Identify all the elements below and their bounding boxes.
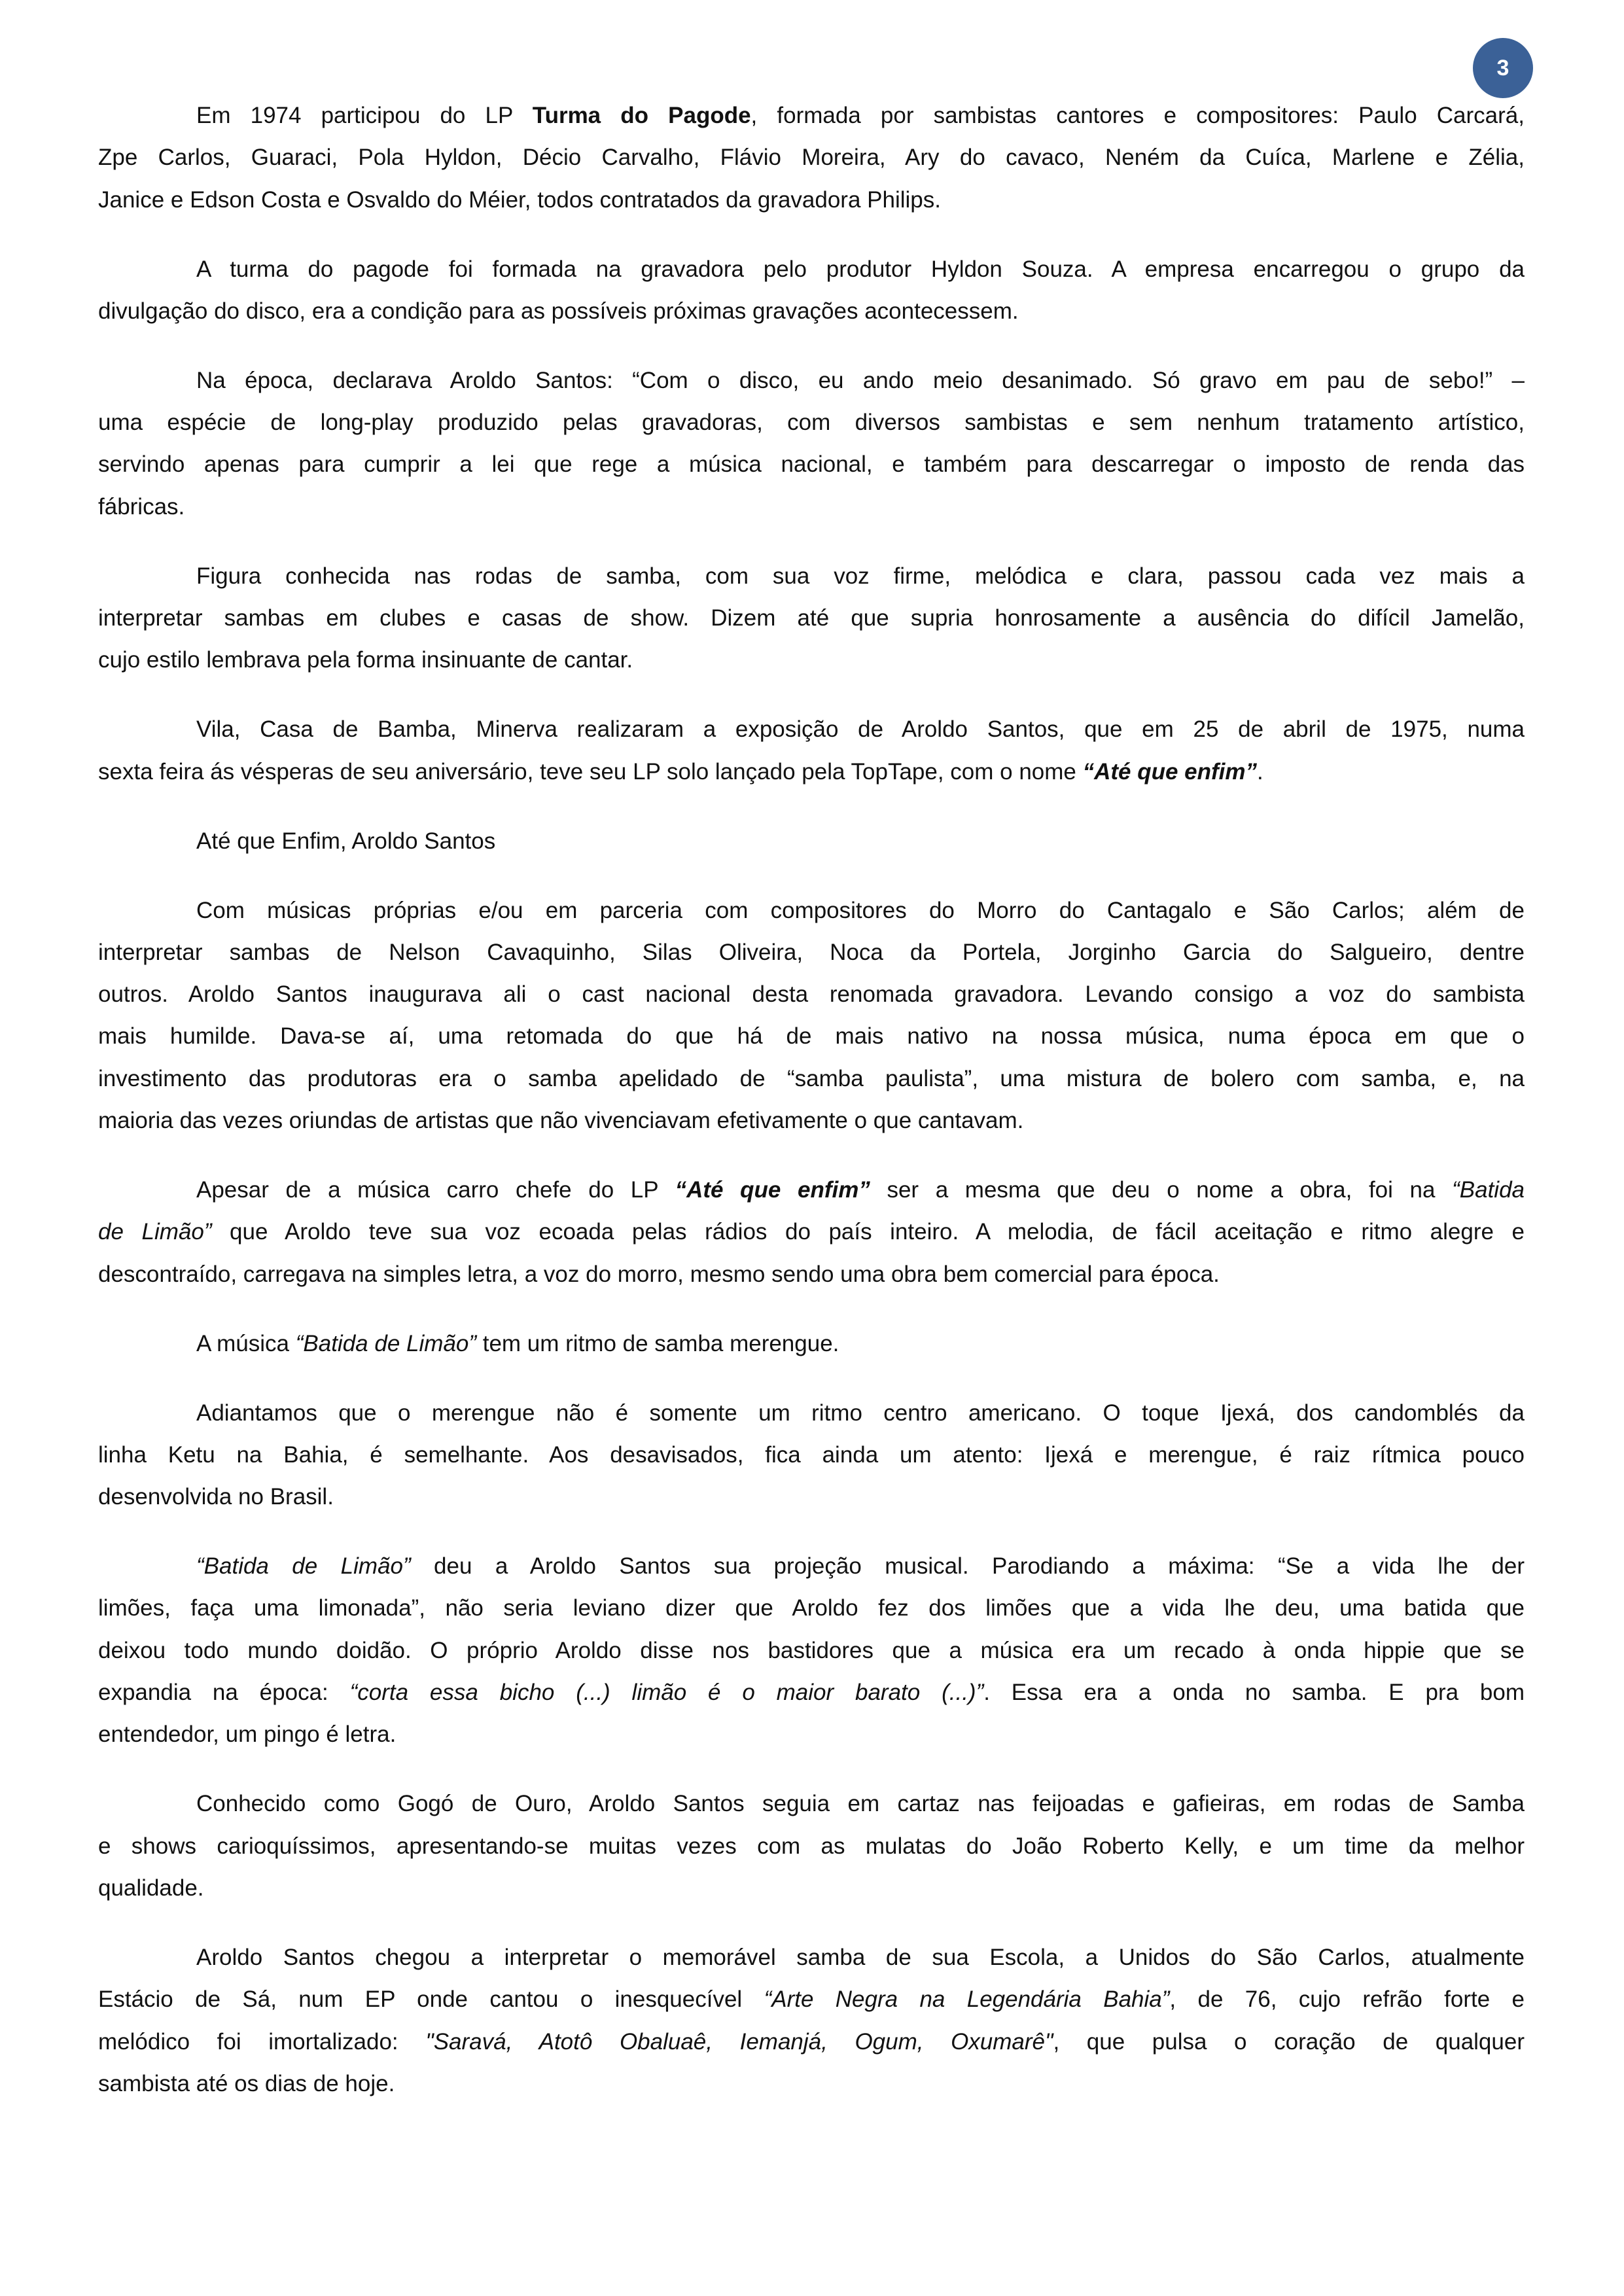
text-line	[98, 444, 1525, 486]
paragraph	[98, 1169, 1525, 1296]
text-segment: sambista até os dias de hoje.	[98, 2070, 395, 2096]
text-line	[98, 1211, 1525, 1253]
text-line	[98, 1100, 1525, 1142]
text-segment: A música	[196, 1330, 296, 1356]
italic-text: “corta essa bicho (...) limão é o maior barato (...)”	[349, 1680, 984, 1706]
italic-text: “Batida de Limão”	[295, 1330, 476, 1356]
text-line	[98, 890, 1525, 932]
text-line	[98, 932, 1525, 974]
text-segment: Apesar de a música carro chefe do LP	[196, 1177, 675, 1203]
text-line	[98, 1714, 1525, 1756]
text-segment: Vila, Casa de Bamba, Minerva realizaram a exposição de Aroldo Santos, que em 25 de abril de 1975, numa	[196, 716, 1525, 743]
text-line	[98, 1867, 1525, 1909]
text-segment: ser a mesma que deu o nome a obra, foi na	[870, 1177, 1453, 1203]
paragraph	[98, 1392, 1525, 1519]
text-segment: Aroldo Santos chegou a interpretar o memorável samba de sua Escola, a Unidos do São Carlos, atualmente	[196, 1944, 1525, 1970]
text-line	[98, 402, 1525, 444]
text-line	[98, 1826, 1525, 1867]
italic-text: "Saravá, Atotô Obaluaê, Iemanjá, Ogum, Oxumarê"	[425, 2028, 1053, 2055]
italic-text: “Arte Negra na Legendária Bahia”	[764, 1987, 1170, 2013]
text-segment: Conhecido como Gogó de Ouro, Aroldo Santos seguia em cartaz nas feijoadas e gafieiras, em rodas de Samba	[196, 1791, 1525, 1817]
text-segment: interpretar sambas de Nelson Cavaquinho, Silas Oliveira, Noca da Portela, Jorginho Garcia do Salgueiro, dentre	[98, 939, 1525, 965]
text-segment: mais humilde. Dava-se aí, uma retomada do que há de mais nativo na nossa música, numa época em que o	[98, 1023, 1525, 1050]
paragraph	[98, 1323, 1525, 1365]
text-line	[98, 95, 1525, 137]
text-segment: melódico foi imortalizado:	[98, 2028, 426, 2055]
text-segment: Em 1974 participou do LP	[196, 103, 533, 128]
text-segment: sexta feira ás vésperas de seu aniversário, teve seu LP solo lançado pela TopTape, com o nome	[98, 758, 1083, 785]
paragraph	[98, 821, 1525, 862]
paragraph	[98, 709, 1525, 793]
text-line	[98, 291, 1525, 332]
text-line	[98, 1434, 1525, 1476]
text-line	[98, 2063, 1525, 2105]
text-line	[98, 179, 1525, 221]
paragraph	[98, 249, 1525, 333]
text-segment: A turma do pagode foi formada na gravadora pelo produtor Hyldon Souza. A empresa encarregou o grupo da	[196, 256, 1525, 282]
italic-text: de Limão”	[98, 1219, 212, 1245]
text-line	[98, 1169, 1525, 1211]
page-number: 3	[1496, 55, 1509, 80]
text-segment: deixou todo mundo doidão. O próprio Aroldo disse nos bastidores que a música era um recado à onda hippie que se	[98, 1637, 1525, 1663]
text-line	[98, 1392, 1525, 1434]
paragraph	[98, 360, 1525, 528]
text-segment: que Aroldo teve sua voz ecoada pelas rádios do país inteiro. A melodia, de fácil aceitação e ritmo alegre e	[211, 1219, 1525, 1245]
text-segment: e shows carioquíssimos, apresentando-se muitas vezes com as mulatas do João Roberto Kelly, e um time da melhor	[98, 1833, 1525, 1859]
text-line	[98, 821, 1525, 862]
text-segment: maioria das vezes oriundas de artistas que não vivenciavam efetivamente o que cantavam.	[98, 1108, 1024, 1134]
text-line	[98, 1630, 1525, 1672]
text-segment: qualidade.	[98, 1875, 204, 1901]
text-line	[98, 1937, 1525, 1979]
text-segment: Estácio de Sá, num EP onde cantou o inesquecível	[98, 1987, 764, 2013]
text-segment: , formada por sambistas cantores e compositores: Paulo Carcará,	[750, 103, 1525, 128]
text-segment: expandia na época:	[98, 1680, 350, 1706]
paragraph	[98, 890, 1525, 1142]
text-segment: , que pulsa o coração de qualquer	[1053, 2028, 1525, 2055]
text-segment: tem um ritmo de samba merengue.	[476, 1330, 839, 1356]
text-line	[98, 1254, 1525, 1296]
text-segment: , de 76, cujo refrão forte e	[1169, 1987, 1525, 2013]
bold-text: “Até que enfim”	[1082, 758, 1258, 785]
text-segment: interpretar sambas em clubes e casas de show. Dizem até que supria honrosamente a ausência do difícil Jamelão,	[98, 605, 1525, 631]
text-line	[98, 360, 1525, 402]
italic-text: “Batida de Limão”	[196, 1553, 411, 1580]
text-line	[98, 751, 1525, 793]
bold-text: Turma do Pagode	[532, 103, 751, 128]
text-line	[98, 137, 1525, 179]
text-segment: uma espécie de long-play produzido pelas gravadoras, com diversos sambistas e sem nenhum tratamento artístico,	[98, 410, 1525, 436]
text-segment: Na época, declarava Aroldo Santos: “Com o disco, eu ando meio desanimado. Só gravo em pau de sebo!” –	[196, 367, 1525, 393]
text-line	[98, 1323, 1525, 1365]
text-segment: Adiantamos que o merengue não é somente um ritmo centro americano. O toque Ijexá, dos candomblés da	[196, 1400, 1525, 1426]
text-segment: Até que Enfim, Aroldo Santos	[196, 828, 496, 854]
text-line	[98, 249, 1525, 291]
paragraph	[98, 1783, 1525, 1909]
text-segment: fábricas.	[98, 493, 185, 520]
text-line	[98, 486, 1525, 528]
paragraph	[98, 556, 1525, 682]
text-segment: outros. Aroldo Santos inaugurava ali o cast nacional desta renomada gravadora. Levando consigo a voz do sambista	[98, 981, 1525, 1008]
body-text	[98, 95, 1525, 2105]
text-line	[98, 1587, 1525, 1629]
text-segment: deu a Aroldo Santos sua projeção musical. Parodiando a máxima: “Se a vida lhe der	[410, 1553, 1525, 1580]
page-number-badge	[1473, 38, 1533, 98]
text-line	[98, 1783, 1525, 1825]
text-line	[98, 597, 1525, 639]
text-line	[98, 1058, 1525, 1100]
text-segment: Janice e Edson Costa e Osvaldo do Méier, todos contratados da gravadora Philips.	[98, 186, 941, 213]
text-segment: investimento das produtoras era o samba apelidado de “samba paulista”, uma mistura de bolero com samba, e, na	[98, 1065, 1525, 1091]
text-line	[98, 709, 1525, 751]
bold-text: “Até que enfim”	[675, 1177, 870, 1203]
text-segment: limões, faça uma limonada”, não seria leviano dizer que Aroldo fez dos limões que a vida lhe deu, uma batida que	[98, 1595, 1525, 1621]
text-line	[98, 2021, 1525, 2063]
italic-text: “Batida	[1452, 1177, 1525, 1203]
text-segment: Zpe Carlos, Guaraci, Pola Hyldon, Décio Carvalho, Flávio Moreira, Ary do cavaco, Neném da Cuíca, Marlene e Zélia,	[98, 145, 1525, 171]
text-segment: . Essa era a onda no samba. E pra bom	[983, 1680, 1525, 1706]
text-line	[98, 639, 1525, 681]
text-segment: desenvolvida no Brasil.	[98, 1484, 334, 1510]
text-line	[98, 1979, 1525, 2021]
paragraph	[98, 1545, 1525, 1756]
text-segment: divulgação do disco, era a condição para as possíveis próximas gravações acontecessem.	[98, 298, 1019, 324]
paragraph	[98, 1937, 1525, 2105]
text-line	[98, 1545, 1525, 1587]
text-line	[98, 1476, 1525, 1518]
text-segment: linha Ketu na Bahia, é semelhante. Aos desavisados, fica ainda um atento: Ijexá e merengue, é raiz rítmica pouco	[98, 1441, 1525, 1468]
text-segment: .	[1257, 758, 1263, 785]
text-line	[98, 974, 1525, 1016]
text-segment: descontraído, carregava na simples letra, a voz do morro, mesmo sendo uma obra bem comercial para época.	[98, 1261, 1220, 1287]
text-line	[98, 556, 1525, 597]
paragraph	[98, 95, 1525, 221]
text-segment: Com músicas próprias e/ou em parceria com compositores do Morro do Cantagalo e São Carlos; além de	[196, 897, 1525, 923]
text-segment: Figura conhecida nas rodas de samba, com sua voz firme, melódica e clara, passou cada vez mais a	[196, 563, 1525, 589]
text-line	[98, 1016, 1525, 1057]
text-segment: servindo apenas para cumprir a lei que rege a música nacional, e também para descarregar o imposto de renda das	[98, 451, 1525, 478]
text-line	[98, 1672, 1525, 1714]
text-segment: cujo estilo lembrava pela forma insinuante de cantar.	[98, 647, 633, 673]
text-segment: entendedor, um pingo é letra.	[98, 1722, 397, 1748]
